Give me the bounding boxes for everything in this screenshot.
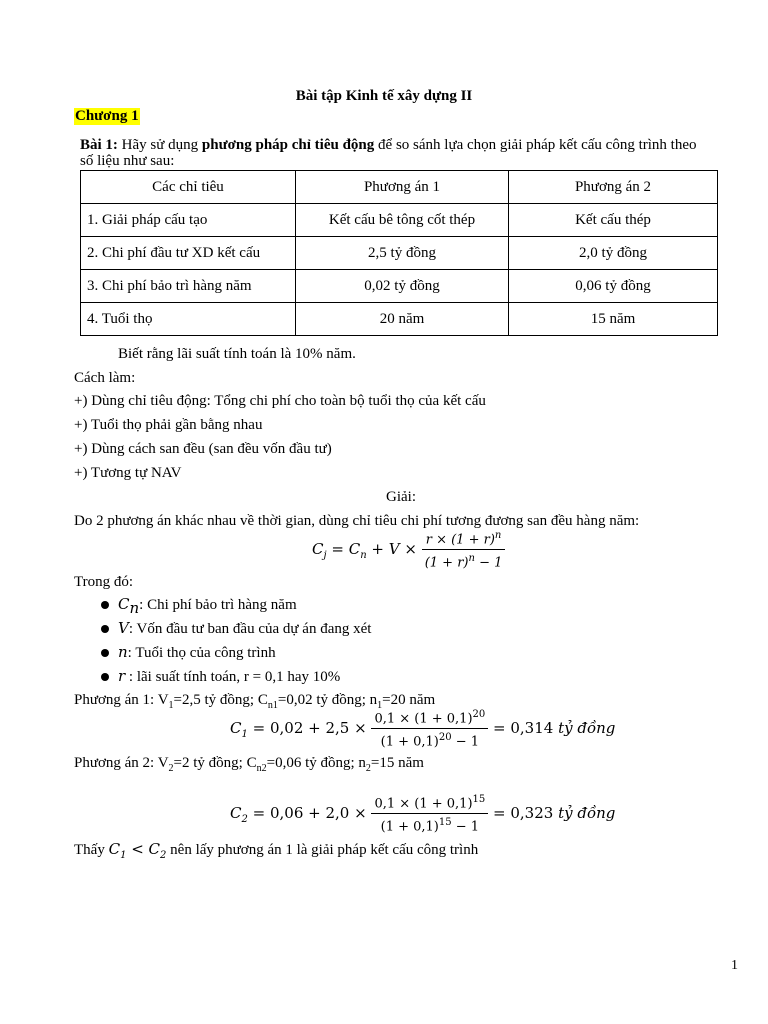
table-cell: 2,0 tỷ đồng [509, 237, 718, 270]
table-header-row [81, 171, 718, 204]
method-step: +) Dùng cách san đều (san đều vốn đầu tư) [74, 441, 332, 457]
table-cell: 20 năm [296, 303, 509, 336]
c1-den: (1 + 0,1) [380, 734, 439, 750]
table-cell: 3. Chi phí bảo trì hàng năm [81, 270, 296, 303]
opt2-d: =15 năm [370, 755, 424, 771]
c2-den-exp: 15 [438, 817, 452, 829]
opt1-a-sub: 1 [168, 700, 174, 711]
table-cell: 15 năm [509, 303, 718, 336]
exercise-label: Bài 1: [80, 137, 118, 153]
option2-params [74, 754, 424, 778]
table-header: Phương án 1 [296, 171, 509, 204]
solution-intro: Do 2 phương án khác nhau về thời gian, dùng chỉ tiêu chi phí tương đương san đều hàng năm: [74, 513, 640, 529]
table-header: Phương án 2 [509, 171, 718, 204]
interest-note: Biết rằng lãi suất tính toán là 10% năm. [118, 346, 356, 362]
table-header: Các chỉ tiêu [81, 171, 296, 204]
conclusion-pre: Thấy [74, 842, 109, 858]
method-step: +) Dùng chỉ tiêu động: Tổng chi phí cho toàn bộ tuổi thọ của kết cấu [74, 393, 486, 409]
table-cell: Kết cấu bê tông cốt thép [296, 204, 509, 237]
data-table [80, 170, 718, 336]
table-cell: 0,02 tỷ đồng [296, 270, 509, 303]
table-row [81, 270, 718, 303]
general-formula: $C_j = C_n + V$ × $\frac{r \times (1 + r)^n}{(1 + r)^n - 1}$ [312, 528, 505, 572]
exercise-text-after: để so sánh lựa chọn giải pháp kết cấu công trình theo [374, 137, 697, 153]
table-cell: Kết cấu thép [509, 204, 718, 237]
c1-lhs: C [230, 718, 242, 737]
c1-num-exp: 20 [472, 709, 486, 720]
opt1-b-sub: n1 [267, 700, 278, 711]
table-row [81, 303, 718, 336]
c2-formula [230, 792, 615, 836]
definition-item [118, 643, 276, 662]
page-title: Bài tập Kinh tế xây dựng II [295, 88, 473, 104]
conclusion [74, 840, 478, 865]
method-step: +) Tương tự NAV [74, 465, 182, 481]
c2-den: (1 + 0,1) [380, 819, 439, 835]
c2-result: = 0,323 [493, 803, 559, 822]
c1-lhs-sub: 1 [241, 728, 248, 740]
page-number: 1 [731, 958, 738, 973]
c2-lhs-sub: 2 [241, 813, 248, 825]
table-cell: 2. Chi phí đầu tư XD kết cấu [81, 237, 296, 270]
c2-den-tail: − 1 [451, 819, 480, 835]
def-text: : Vốn đầu tư ban đầu của dự án đang xét [128, 621, 372, 637]
table-cell: 1. Giải pháp cấu tạo [81, 204, 296, 237]
c1-pre: = 0,02 + 2,5 × [247, 718, 372, 737]
definition-item [118, 619, 371, 638]
opt1-c-sub: 1 [377, 700, 383, 711]
c1-unit: tỷ đồng [558, 718, 616, 737]
opt2-b-sub: n2 [256, 763, 267, 774]
opt2-c-sub: 2 [365, 763, 371, 774]
c2-num-exp: 15 [472, 794, 486, 805]
def-text: : lãi suất tính toán, r = 0,1 hay 10% [125, 669, 341, 685]
c1-result: = 0,314 [493, 718, 559, 737]
c2-lhs: C [230, 803, 242, 822]
table-cell: 4. Tuổi thọ [81, 303, 296, 336]
bullet-icon [101, 673, 109, 681]
conclusion-post: nên lấy phương án 1 là giải pháp kết cấu công trình [166, 842, 479, 858]
c2-pre: = 0,06 + 2,0 × [247, 803, 372, 822]
def-symbol: r [118, 667, 126, 685]
opt1-a: Phương án 1: V [74, 692, 169, 708]
opt1-d: =20 năm [382, 692, 436, 708]
c2-unit: tỷ đồng [558, 803, 616, 822]
def-text: : Chi phí bảo trì hàng năm [139, 597, 297, 613]
def-symbol: n [118, 643, 128, 661]
def-subscript: n [129, 599, 140, 617]
def-symbol: C [118, 595, 130, 613]
bullet-icon [101, 649, 109, 657]
exercise-text-before: Hãy sử dụng [117, 137, 202, 153]
solution-heading: Giải: [386, 489, 416, 505]
opt2-a: Phương án 2: V [74, 755, 169, 771]
opt2-b: =2 tỷ đồng; C [173, 755, 257, 771]
method-heading: Cách làm: [74, 370, 136, 386]
table-row [81, 204, 718, 237]
table-cell: 2,5 tỷ đồng [296, 237, 509, 270]
exercise-line2: số liệu như sau: [80, 153, 175, 169]
opt1-c: =0,02 tỷ đồng; n [277, 692, 378, 708]
opt2-a-sub: 2 [168, 763, 174, 774]
c1-num: 0,1 × (1 + 0,1) [374, 711, 473, 727]
opt1-b: =2,5 tỷ đồng; C [173, 692, 268, 708]
definition-item [118, 667, 340, 686]
c2-num: 0,1 × (1 + 0,1) [374, 796, 473, 812]
table-row [81, 237, 718, 270]
opt2-c: =0,06 tỷ đồng; n [266, 755, 366, 771]
c1-den-tail: − 1 [451, 734, 480, 750]
c1-formula [230, 707, 615, 751]
bullet-icon [101, 625, 109, 633]
where-heading: Trong đó: [74, 574, 134, 590]
def-symbol: V [118, 619, 129, 637]
chapter-heading: Chương 1 [75, 108, 139, 124]
definition-item [118, 595, 297, 617]
c1-den-exp: 20 [438, 732, 452, 744]
def-text: : Tuổi thọ của công trình [127, 645, 276, 661]
bullet-icon [101, 601, 109, 609]
exercise-method: phương pháp chỉ tiêu động [201, 137, 375, 153]
conclusion-inequality: $C_1 < C_2$ [108, 840, 167, 861]
method-step: +) Tuổi thọ phải gần bằng nhau [74, 417, 263, 433]
table-cell: 0,06 tỷ đồng [509, 270, 718, 303]
